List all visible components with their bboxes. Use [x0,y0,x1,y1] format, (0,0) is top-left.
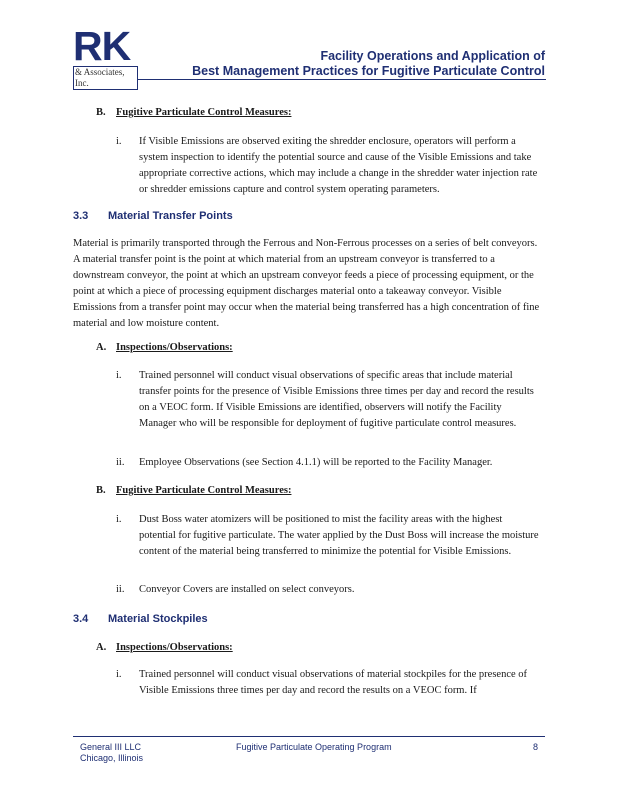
list-item-number: i. [116,669,122,680]
subsection-heading: Inspections/Observations: [116,342,233,353]
list-item-number: i. [116,136,122,147]
subsection-letter: A. [96,642,107,653]
header-divider [138,79,546,80]
list-item-text: Trained personnel will conduct visual observations of specific areas that include material transfer points for the presence of Visible Emissions three times per day and record the results on a VEOC form. If Visible Emissions are identified, observers will notify the Facility Manager who will be responsible for deployment of fugitive particulate control measures. [139,370,534,429]
company-logo-subtitle: & Associates, Inc. [73,66,138,90]
subsection-heading: Inspections/Observations: [116,642,233,653]
list-item-number: ii. [116,457,125,468]
subsection-heading: Fugitive Particulate Control Measures: [116,107,292,118]
list-item-number: i. [116,370,122,381]
footer-divider [73,736,545,737]
list-item-text: Conveyor Covers are installed on select conveyors. [139,584,355,595]
subsection-letter: B. [96,107,106,118]
footer-location: Chicago, Illinois [80,753,144,763]
section-number: 3.3 [73,210,89,222]
section-paragraph: Material is primarily transported through the Ferrous and Non-Ferrous processes on a series of belt conveyors. A material transfer point is the point at which material from an upstream conveyor is transferred to a downstream conveyor, the point at which an upstream conveyor feeds a piece of processing equipment, or the point at which a piece of processing equipment discharges material onto a takeaway conveyor. Visible Emissions from a transfer point may occur when the material being transferred has a high concentration of fine material and low moisture content. [73,238,540,329]
footer-company: General III LLC [80,742,142,752]
list-item-text: If Visible Emissions are observed exiting the shredder enclosure, operators will perform a system inspection to identify the potential source and cause of the Visible Emissions and take appropriate corrective actions, which may include a change in the shredder water injection rate or shredder emissions capture and control system operating parameters. [139,136,538,195]
header-title-line-1: Facility Operations and Application of [320,49,545,63]
list-item-number: i. [116,514,122,525]
company-logo: RK [73,23,131,69]
section-title: Material Transfer Points [108,210,233,222]
list-item-text: Trained personnel will conduct visual observations of material stockpiles for the presence of Visible Emissions three times per day and record the results on a VEOC form. If [139,669,528,696]
section-title: Material Stockpiles [108,613,208,625]
section-number: 3.4 [73,613,89,625]
header-title-line-2: Best Management Practices for Fugitive Particulate Control [192,64,545,78]
page-number: 8 [533,742,539,752]
list-item-text: Employee Observations (see Section 4.1.1) will be reported to the Facility Manager. [139,457,493,468]
subsection-heading: Fugitive Particulate Control Measures: [116,485,292,496]
document-header-title [192,49,545,79]
subsection-letter: B. [96,485,106,496]
list-item-number: ii. [116,584,125,595]
subsection-letter: A. [96,342,107,353]
list-item-text: Dust Boss water atomizers will be positioned to mist the facility areas with the highest potential for fugitive particulate. The water applied by the Dust Boss will increase the moisture content of the material being transferred to minimize the potential for Visible Emissions. [139,514,539,557]
footer-program-title: Fugitive Particulate Operating Program [236,742,392,752]
